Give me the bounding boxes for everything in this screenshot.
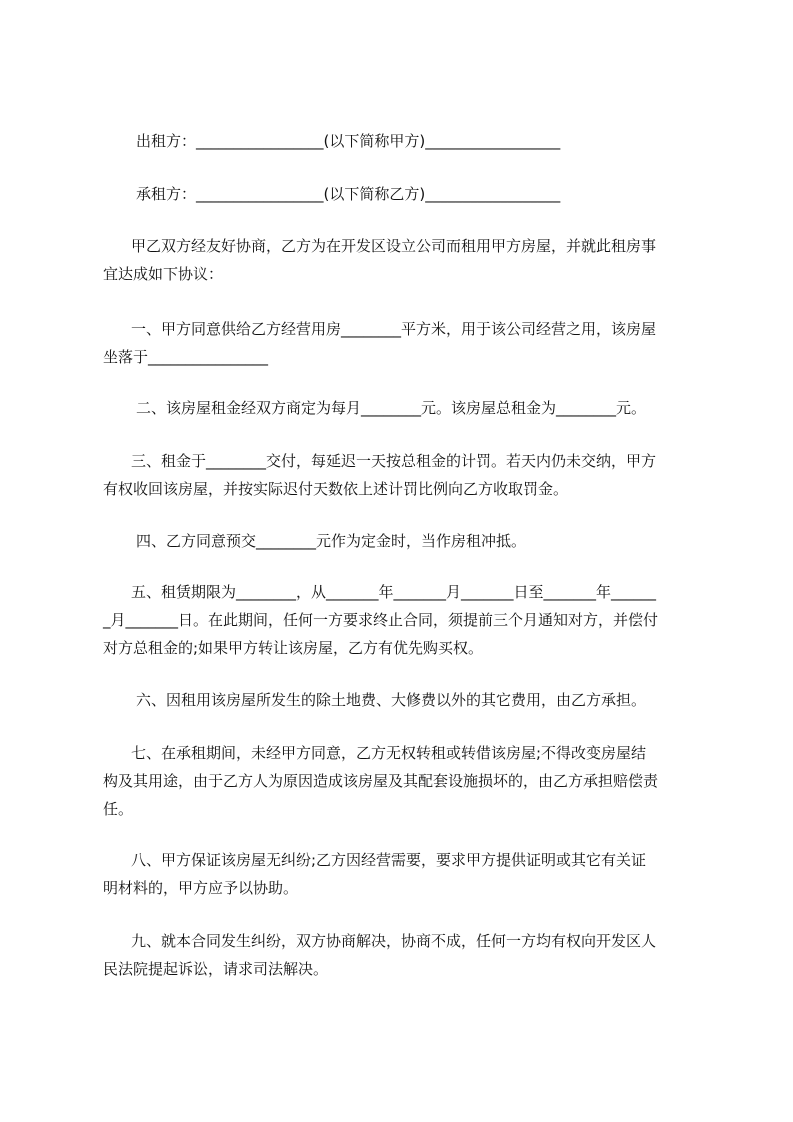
clause-1-line-2: 坐落于________________ — [103, 348, 269, 366]
clause-9-line-2: 民法院提起诉讼，请求司法解决。 — [103, 960, 329, 978]
clause-4 — [136, 527, 736, 555]
clause-9 — [103, 927, 731, 983]
clause-5 — [103, 578, 731, 662]
clause-7 — [103, 739, 731, 823]
clause-5-line-3: 对方总租金的;如果甲方转让该房屋，乙方有优先购买权。 — [103, 639, 484, 657]
clause-5-line-2: _月_______日。在此期间，任何一方要求终止合同，须提前三个月通知对方，并偿付 — [103, 611, 659, 629]
lessee-line — [136, 180, 736, 208]
clause-1-line-1: 一、甲方同意供给乙方经营用房________平方米，用于该公司经营之用，该房屋 — [131, 320, 657, 338]
clause-3-line-2: 有权收回该房屋，并按实际迟付天数依上述计罚比例向乙方收取罚金。 — [103, 480, 569, 498]
clause-7-line-3: 任。 — [103, 800, 134, 818]
clause-2-line-1: 二、该房屋租金经双方商定为每月________元。该房屋总租金为________元。 — [136, 399, 647, 417]
clause-3 — [103, 447, 731, 503]
clause-5-line-1: 五、租赁期限为________，从_______年_______月_______日至_______年______ — [131, 583, 657, 601]
clause-8 — [103, 846, 731, 902]
lessee-text: 承租方：_________________(以下简称乙方)__________________ — [136, 185, 561, 203]
clause-8-line-1: 八、甲方保证该房屋无纠纷;乙方因经营需要，要求甲方提供证明或其它有关证 — [131, 851, 647, 869]
clause-7-line-2: 构及其用途，由于乙方人为原因造成该房屋及其配套设施损坏的，由乙方承担赔偿责 — [103, 772, 659, 790]
clause-6 — [136, 686, 736, 714]
lessor-text: 出租方：_________________(以下简称甲方)__________________ — [136, 132, 561, 150]
lessor-line — [136, 127, 736, 155]
intro-paragraph — [103, 232, 731, 288]
intro-line-1: 甲乙双方经友好协商，乙方为在开发区设立公司而租用甲方房屋，并就此租房事 — [131, 237, 657, 255]
clause-7-line-1: 七、在承租期间，未经甲方同意，乙方无权转租或转借该房屋;不得改变房屋结 — [131, 744, 647, 762]
clause-1 — [103, 315, 731, 371]
clause-2 — [136, 394, 736, 422]
clause-6-line-1: 六、因租用该房屋所发生的除土地费、大修费以外的其它费用，由乙方承担。 — [136, 691, 647, 709]
intro-line-2: 宜达成如下协议： — [103, 265, 224, 283]
clause-4-line-1: 四、乙方同意预交________元作为定金时，当作房租冲抵。 — [136, 532, 527, 550]
clause-3-line-1: 三、租金于________交付，每延迟一天按总租金的计罚。若天内仍未交纳，甲方 — [131, 452, 657, 470]
clause-9-line-1: 九、就本合同发生纠纷，双方协商解决，协商不成，任何一方均有权向开发区人 — [131, 932, 657, 950]
clause-8-line-2: 明材料的，甲方应予以协助。 — [103, 879, 299, 897]
